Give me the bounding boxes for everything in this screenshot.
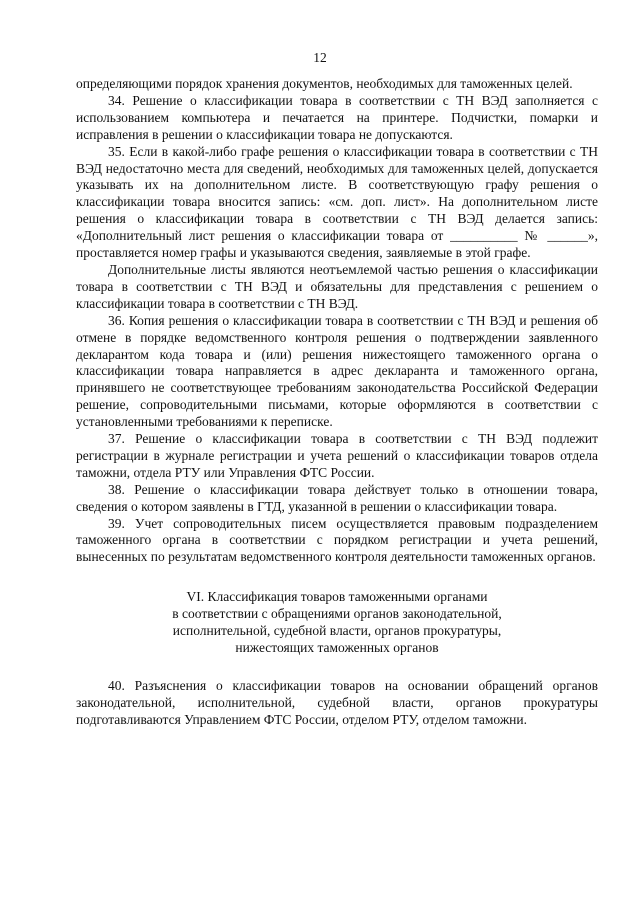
page-number: 12 bbox=[313, 50, 327, 65]
section-heading-line: в соответствии с обращениями органов законодательной, bbox=[172, 606, 502, 622]
section-heading-line: VI. Классификация товаров таможенными органами bbox=[186, 589, 488, 605]
section-heading-line: исполнительной, судебной власти, органов прокуратуры, bbox=[172, 623, 502, 639]
paragraph-additional-sheets: Дополнительные листы являются неотъемлемой частью решения о классификации товара в соответствии с ТН ВЭД и обязательны для представления с решением о классификации товара в соответствии с ТН ВЭД. bbox=[76, 261, 598, 311]
paragraph-38: 38. Решение о классификации товара действует только в отношении товара, сведения о котором заявлены в ГТД, указанной в решении о классификации товара. bbox=[76, 481, 598, 514]
paragraph-continuation: определяющими порядок хранения документов, необходимых для таможенных целей. bbox=[76, 76, 573, 91]
section-heading bbox=[76, 588, 598, 656]
paragraph-36: 36. Копия решения о классификации товара в соответствии с ТН ВЭД и решения об отмене в порядке ведомственного контроля решения о подтверждении заявленного декларантом кода товара и (или) решения нижестоящего таможенного органа о классификации товара направляется в адрес декларанта и таможенного органа, принявшего не соответствующее требованиям законодательства Российской Федерации решение, сопроводительными письмами, которые оформляются в соответствии с установленными требованиями к переписке. bbox=[76, 312, 598, 430]
paragraph-37: 37. Решение о классификации товара в соответствии с ТН ВЭД подлежит регистрации в журнале регистрации и учета решений о классификации товаров отдела таможни, отдела РТУ или Управления ФТС России. bbox=[76, 431, 598, 480]
paragraph-40: 40. Разъяснения о классификации товаров на основании обращений органов законодательной, исполнительной, судебной власти, органов прокуратуры подготавливаются Управлением ФТС России, отделом РТУ, отделом таможни. bbox=[76, 678, 598, 728]
document-body bbox=[76, 76, 598, 729]
section-heading-line: нижестоящих таможенных органов bbox=[235, 640, 439, 656]
paragraph-34: 34. Решение о классификации товара в соответствии с ТН ВЭД заполняется с использованием компьютера и печатается на принтере. Подчистки, помарки и исправления в решении о классификации товара не допускаются. bbox=[76, 92, 598, 142]
paragraph-39: 39. Учет сопроводительных писем осуществляется правовым подразделением таможенного органа в соответствии с порядком регистрации и учета решений, вынесенных по результатам ведомственного контроля деятельности таможенных органов. bbox=[76, 515, 598, 565]
paragraph-35: 35. Если в какой-либо графе решения о классификации товара в соответствии с ТН ВЭД недостаточно места для сведений, необходимых для таможенных целей, допускается указывать их на дополнительном листе. В соответствующую графу решения о классификации товара вносится запись: «см. доп. лист». На дополнительном листе решения о классификации товара в соответствии с ТН ВЭД делается запись: «Дополнительный лист решения о классификации товара от __________ № ______», проставляется номер графы и указываются сведения, заявляемые в этой графе. bbox=[76, 143, 598, 261]
